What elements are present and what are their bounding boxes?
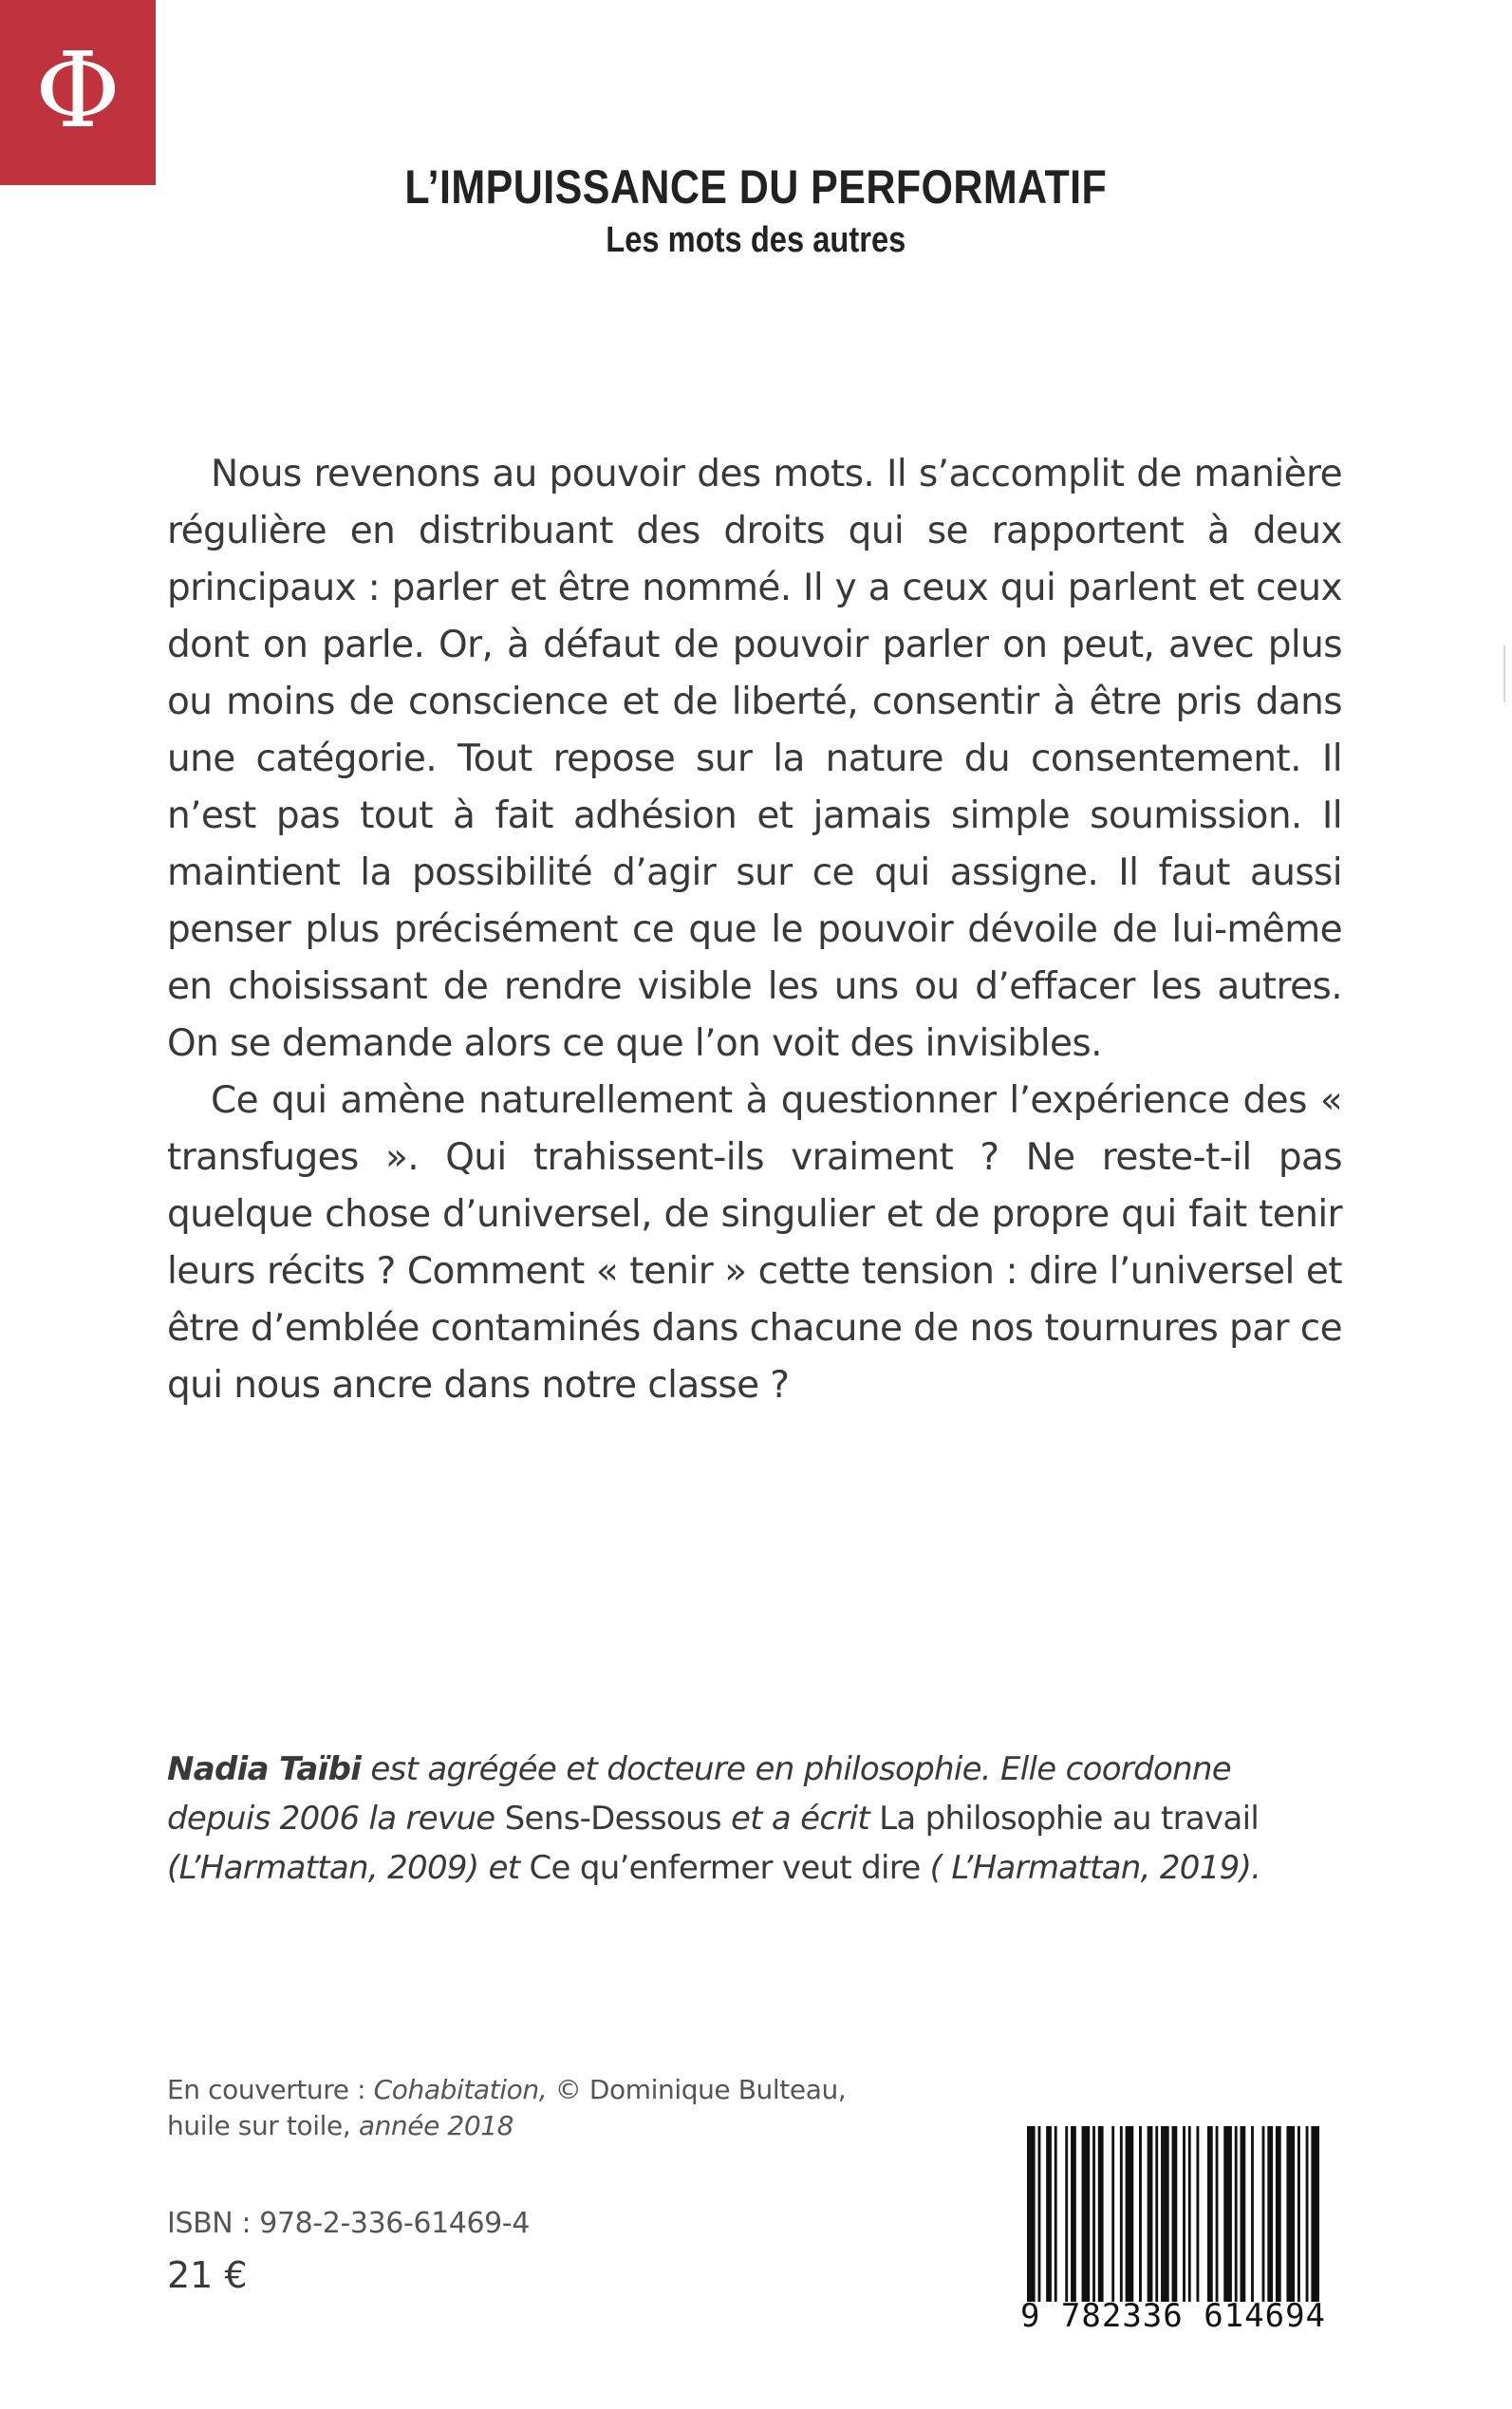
bio-text-1: est agrégée et docteure en philosophie. Elle coordonne depuis 2006 la revue <box>167 1750 1231 1838</box>
barcode-bar <box>1297 2126 1300 2302</box>
barcode-bar <box>1235 2126 1238 2302</box>
barcode-bar <box>1055 2126 1057 2302</box>
barcode-bar <box>1207 2126 1213 2302</box>
barcode-bar <box>1286 2126 1295 2302</box>
barcode-bar <box>1216 2126 1219 2302</box>
bio-text-2: et a écrit <box>720 1800 880 1838</box>
bio-work-1: Sens-Dessous <box>504 1800 721 1838</box>
book-header <box>0 159 1512 261</box>
bio-work-3: Ce qu’enfermer veut dire <box>529 1849 921 1887</box>
barcode-bar <box>1311 2126 1319 2302</box>
barcode-bar <box>1262 2126 1265 2302</box>
barcode-bar <box>1172 2126 1178 2302</box>
barcode-bar <box>1038 2126 1041 2302</box>
barcode-bars <box>1027 2126 1319 2302</box>
credit-medium: huile sur toile, <box>167 2110 359 2141</box>
cover-credit <box>167 2072 926 2144</box>
barcode-bar <box>1155 2126 1158 2302</box>
barcode-bar <box>1139 2126 1142 2302</box>
barcode-bar <box>1306 2126 1309 2302</box>
barcode-bar <box>1267 2126 1273 2302</box>
book-title: L’IMPUISSANCE DU PERFORMATIF <box>404 160 1108 214</box>
barcode-bar <box>1082 2126 1091 2302</box>
bio-work-2: La philosophie au travail <box>879 1800 1260 1838</box>
barcode-digits: 9 782336 614694 <box>1019 2297 1327 2335</box>
credit-artwork: Cohabitation, <box>373 2074 548 2105</box>
barcode <box>999 2126 1348 2344</box>
barcode-bar <box>1027 2126 1036 2302</box>
blurb <box>167 446 1342 1414</box>
isbn-text: ISBN : 978-2-336-61469-4 <box>167 2207 530 2240</box>
barcode-bar <box>1251 2126 1254 2302</box>
phi-logo-icon: Φ <box>34 28 121 151</box>
author-name: Nadia Taïbi <box>167 1750 362 1788</box>
barcode-bar <box>1098 2126 1104 2302</box>
credit-prefix: En couverture : <box>167 2074 374 2105</box>
publisher-logo <box>0 0 156 185</box>
credit-artist: © Dominique Bulteau, <box>547 2074 847 2105</box>
barcode-bar <box>1120 2126 1123 2302</box>
barcode-bar <box>1071 2126 1076 2302</box>
barcode-bar <box>1092 2126 1095 2302</box>
bio-text-4: ( L’Harmattan, 2019). <box>920 1849 1261 1887</box>
barcode-bar <box>1276 2126 1281 2302</box>
barcode-bar <box>1161 2126 1169 2302</box>
barcode-bar <box>1183 2126 1185 2302</box>
barcode-bar <box>1188 2126 1191 2302</box>
blurb-paragraph-2: Ce qui amène naturellement à questionner l’expérience des « transfuges ». Qui trahissent-ils vraiment ? Ne reste-t-il pas quelque chose d’universel, de singulier et de propre qui fait tenir leurs récits ? Comment « tenir » cette tension : dire l’universel et être d’emblée contaminés dans chacune de nos tournures par ce qui nous ancre dans notre classe ? <box>167 1079 1342 1407</box>
book-subtitle: Les mots des autres <box>606 220 906 260</box>
barcode-bar <box>1241 2126 1246 2302</box>
price-text: 21 € <box>167 2254 248 2296</box>
credit-year: année 2018 <box>358 2110 514 2141</box>
barcode-bar <box>1196 2126 1199 2302</box>
barcode-bar <box>1223 2126 1232 2302</box>
barcode-bar <box>1065 2126 1068 2302</box>
barcode-bar <box>1126 2126 1134 2302</box>
barcode-bar <box>1046 2126 1052 2302</box>
blurb-paragraph-1: Nous revenons au pouvoir des mots. Il s’accomplit de manière régulière en distribuant des droits qui se rapportent à deux principaux : parler et être nommé. Il y a ceux qui parlent et ceux dont on parle. Or, à défaut de pouvoir parler on peut, avec plus ou moins de conscience et de liberté, consentir à être pris dans une catégorie. Tout repose sur la nature du consentement. Il n’est pas tout à fait adhésion et jamais simple soumission. Il maintient la possibilité d’agir sur ce qui assigne. Il faut aussi penser plus précisément ce que le pouvoir dévoile de lui-même en choisissant de rendre visible les uns ou d’effacer les autres. On se demande alors ce que l’on voit des invisibles. <box>167 453 1342 1065</box>
edge-mark <box>1503 645 1505 702</box>
barcode-bar <box>1148 2126 1153 2302</box>
bio-text-3: (L’Harmattan, 2009) et <box>167 1849 530 1887</box>
barcode-bar <box>1111 2126 1114 2302</box>
author-bio <box>167 1745 1342 1893</box>
